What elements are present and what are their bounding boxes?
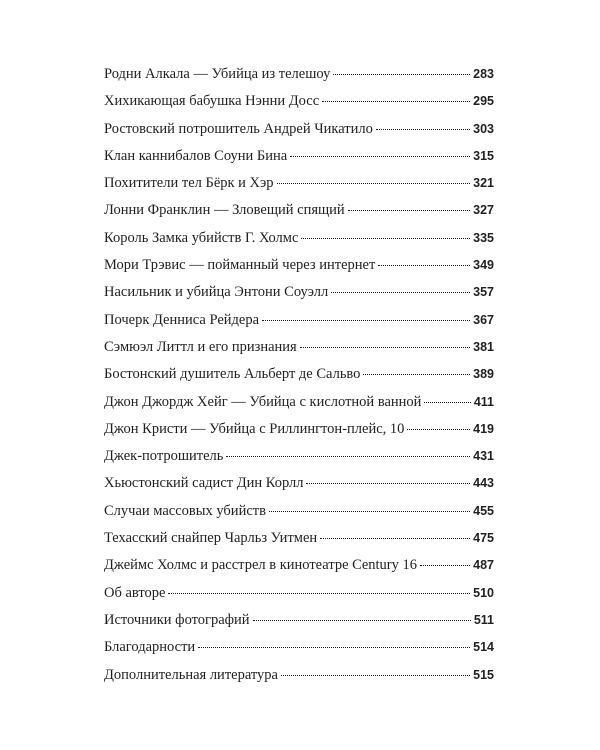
toc-entry bbox=[104, 93, 494, 120]
toc-entry bbox=[104, 148, 494, 175]
dot-leader bbox=[407, 429, 470, 430]
toc-entry bbox=[104, 121, 494, 148]
toc-entry-page: 487 bbox=[473, 558, 494, 573]
toc-entry bbox=[104, 503, 494, 530]
toc-entry-title: Благодарности bbox=[104, 639, 196, 656]
toc-entry-title: Лонни Франклин — Зловещий спящий bbox=[104, 202, 345, 219]
toc-entry-page: 475 bbox=[473, 531, 494, 546]
toc-entry-title: Джек-потрошитель bbox=[104, 448, 224, 465]
dot-leader bbox=[322, 101, 470, 102]
toc-entry-title: Родни Алкала — Убийца из телешоу bbox=[104, 66, 331, 82]
toc-entry-title: Бостонский душитель Альберт де Сальво bbox=[104, 366, 361, 383]
toc-entry-page: 349 bbox=[473, 258, 494, 273]
dot-leader bbox=[226, 456, 470, 457]
toc-entry-page: 283 bbox=[473, 67, 494, 81]
toc-entry bbox=[104, 475, 494, 502]
toc-entry-title: Мори Трэвис — пойманный через интернет bbox=[104, 257, 376, 274]
dot-leader bbox=[333, 74, 470, 75]
dot-leader bbox=[331, 292, 470, 293]
toc-entry bbox=[104, 530, 494, 557]
toc-entry-page: 510 bbox=[473, 585, 494, 600]
dot-leader bbox=[290, 156, 470, 157]
toc-entry bbox=[104, 639, 494, 666]
toc-entry-title: Клан каннибалов Соуни Бина bbox=[104, 147, 288, 164]
toc-entry bbox=[104, 202, 494, 229]
toc-entry bbox=[104, 557, 494, 584]
toc-entry bbox=[104, 312, 494, 339]
toc-entry-title: Об авторе bbox=[104, 584, 166, 601]
dot-leader bbox=[301, 238, 470, 239]
toc-entry bbox=[104, 284, 494, 311]
toc-entry-page: 367 bbox=[473, 312, 494, 327]
toc-entry-page: 321 bbox=[473, 176, 494, 191]
dot-leader bbox=[420, 565, 470, 566]
dot-leader bbox=[363, 374, 470, 375]
toc-entry-page: 514 bbox=[473, 640, 494, 655]
toc-entry-page: 303 bbox=[473, 121, 494, 136]
toc-entry-title: Джон Джордж Хейг — Убийца с кислотной ванной bbox=[104, 393, 422, 410]
dot-leader bbox=[348, 210, 470, 211]
dot-leader bbox=[281, 675, 470, 676]
dot-leader bbox=[424, 402, 470, 403]
toc-entry-title: Сэмюэл Литтл и его признания bbox=[104, 338, 297, 355]
toc-entry-page: 443 bbox=[473, 476, 494, 491]
toc-entry-title: Хьюстонский садист Дин Корлл bbox=[104, 475, 304, 492]
dot-leader bbox=[253, 620, 471, 621]
toc-entry-title: Дополнительная литература bbox=[104, 666, 278, 683]
table-of-contents bbox=[104, 66, 494, 694]
toc-entry-page: 431 bbox=[473, 449, 494, 464]
dot-leader bbox=[320, 538, 470, 539]
dot-leader bbox=[269, 511, 470, 512]
toc-entry bbox=[104, 448, 494, 475]
toc-entry-title: Джеймс Холмс и расстрел в кинотеатре Century 16 bbox=[104, 557, 418, 574]
toc-entry-page: 295 bbox=[473, 94, 494, 109]
toc-entry-page: 357 bbox=[473, 285, 494, 300]
toc-entry-page: 455 bbox=[473, 503, 494, 518]
dot-leader bbox=[306, 483, 470, 484]
toc-entry-page: 515 bbox=[473, 667, 494, 682]
toc-entry-title: Насильник и убийца Энтони Соуэлл bbox=[104, 284, 329, 301]
toc-entry-title: Джон Кристи — Убийца с Риллингтон-плейс, 10 bbox=[104, 420, 405, 437]
dot-leader bbox=[198, 647, 470, 648]
toc-entry-title: Почерк Денниса Рейдера bbox=[104, 311, 260, 328]
toc-entry-page: 419 bbox=[473, 421, 494, 436]
dot-leader bbox=[300, 347, 470, 348]
toc-entry-title: Техасский снайпер Чарльз Уитмен bbox=[104, 530, 318, 547]
toc-entry bbox=[104, 339, 494, 366]
dot-leader bbox=[378, 265, 470, 266]
toc-entry-title: Король Замка убийств Г. Холмс bbox=[104, 229, 299, 246]
toc-entry bbox=[104, 421, 494, 448]
toc-entry-page: 327 bbox=[473, 203, 494, 218]
toc-entry-title: Хихикающая бабушка Нэнни Досс bbox=[104, 93, 320, 110]
dot-leader bbox=[168, 593, 470, 594]
toc-entry-page: 411 bbox=[473, 394, 494, 409]
dot-leader bbox=[277, 183, 471, 184]
toc-entry bbox=[104, 257, 494, 284]
toc-entry bbox=[104, 585, 494, 612]
dot-leader bbox=[262, 320, 470, 321]
toc-entry bbox=[104, 366, 494, 393]
toc-entry-page: 511 bbox=[473, 612, 494, 627]
toc-entry-title: Случаи массовых убийств bbox=[104, 502, 266, 519]
toc-entry-page: 381 bbox=[473, 339, 494, 354]
toc-entry-title: Похитители тел Бёрк и Хэр bbox=[104, 175, 274, 192]
toc-entry bbox=[104, 394, 494, 421]
toc-entry bbox=[104, 175, 494, 202]
dot-leader bbox=[376, 129, 470, 130]
toc-entry bbox=[104, 66, 494, 93]
toc-entry-title: Ростовский потрошитель Андрей Чикатило bbox=[104, 120, 373, 137]
toc-entry bbox=[104, 667, 494, 694]
toc-entry-page: 315 bbox=[473, 148, 494, 163]
toc-entry-page: 389 bbox=[473, 367, 494, 382]
toc-entry bbox=[104, 612, 494, 639]
toc-entry bbox=[104, 230, 494, 257]
toc-entry-page: 335 bbox=[473, 230, 494, 245]
toc-entry-title: Источники фотографий bbox=[104, 611, 250, 628]
